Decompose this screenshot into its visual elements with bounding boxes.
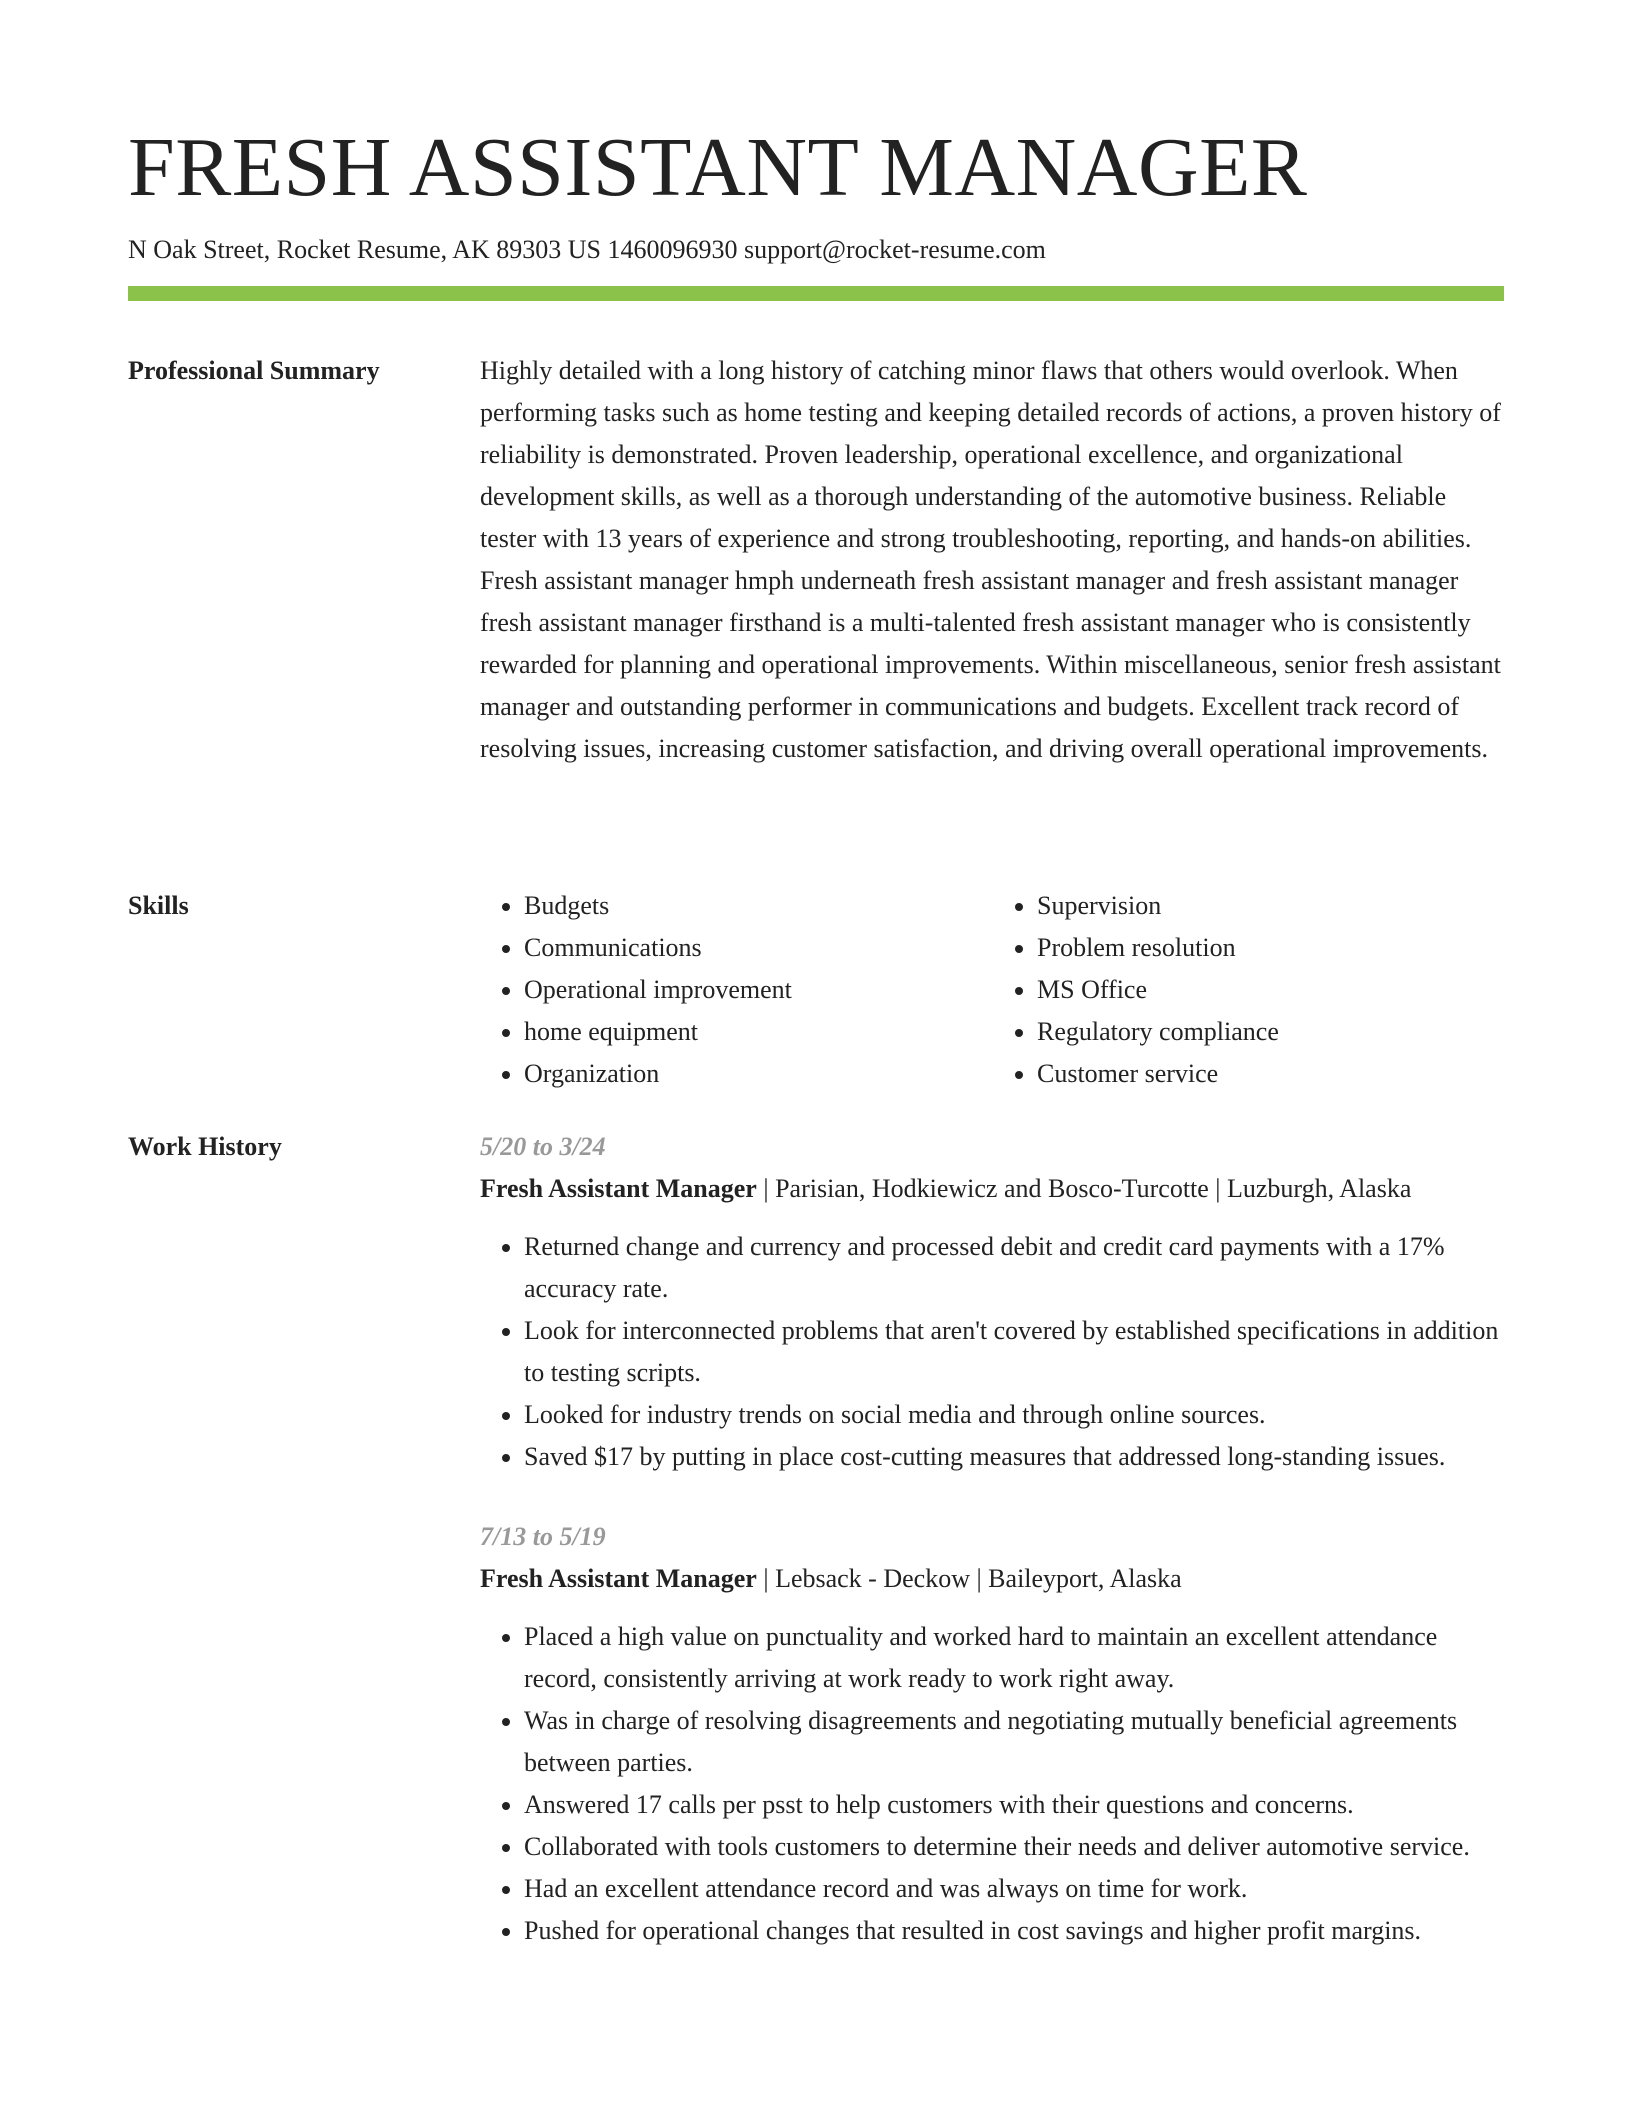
section-title-work-history: Work History	[128, 1132, 282, 1161]
job-bullet: • Pushed for operational changes that resulted in cost savings and higher profit margins.	[524, 1910, 1506, 1952]
skill-item: • Supervision	[1037, 885, 1506, 927]
skills-column-left	[480, 885, 993, 1095]
job-bullet: • Placed a high value on punctuality and worked hard to maintain an excellent attendance record, consistently arriving at work ready to work right away.	[524, 1616, 1506, 1700]
work-history-body	[480, 1126, 1506, 1990]
job-heading	[480, 1558, 1506, 1600]
skill-item: • Budgets	[524, 885, 993, 927]
job-dates: 7/13 to 5/19	[480, 1522, 606, 1551]
skill-item: • home equipment	[524, 1011, 993, 1053]
section-title-skills: Skills	[128, 891, 189, 920]
skill-item: • Problem resolution	[1037, 927, 1506, 969]
skill-item: • Communications	[524, 927, 993, 969]
skills-column-right	[993, 885, 1506, 1095]
job-title: Fresh Assistant Manager	[480, 1564, 757, 1593]
resume-name: FRESH ASSISTANT MANAGER	[128, 121, 1308, 214]
job-entry	[480, 1516, 1506, 1952]
summary-text: Highly detailed with a long history of catching minor flaws that others would overlook. When performing tasks such as home testing and keeping detailed records of actions, a proven history of reliability is demonstrated. Proven leadership, operational excellence, and organizational development skills, as well as a thorough understanding of the automotive business. Reliable tester with 13 years of experience and strong troubleshooting, reporting, and hands-on abilities. Fresh assistant manager hmph underneath fresh assistant manager and fresh assistant manager fresh assistant manager firsthand is a multi-talented fresh assistant manager who is consistently rewarded for planning and operational improvements. Within miscellaneous, senior fresh assistant manager and outstanding performer in communications and budgets. Excellent track record of resolving issues, increasing customer satisfaction, and driving overall operational improvements.	[480, 356, 1501, 763]
contact-info: N Oak Street, Rocket Resume, AK 89303 US 1460096930 support@rocket-resume.com	[128, 235, 1046, 264]
job-bullet-list	[480, 1226, 1506, 1478]
job-title: Fresh Assistant Manager	[480, 1174, 757, 1203]
job-bullet: • Answered 17 calls per psst to help customers with their questions and concerns.	[524, 1784, 1506, 1826]
job-employer-location: | Parisian, Hodkiewicz and Bosco-Turcotte | Luzburgh, Alaska	[756, 1174, 1412, 1203]
header-divider	[128, 286, 1504, 301]
job-bullet: • Collaborated with tools customers to determine their needs and deliver automotive service.	[524, 1826, 1506, 1868]
job-bullet: • Saved $17 by putting in place cost-cutting measures that addressed long-standing issues.	[524, 1436, 1506, 1478]
job-entry	[480, 1126, 1506, 1478]
job-bullet: • Look for interconnected problems that aren't covered by established specifications in addition to testing scripts.	[524, 1310, 1506, 1394]
job-bullet-list	[480, 1616, 1506, 1952]
job-employer-location: | Lebsack - Deckow | Baileyport, Alaska	[756, 1564, 1182, 1593]
skill-item: • Customer service	[1037, 1053, 1506, 1095]
job-heading	[480, 1168, 1506, 1210]
job-bullet: • Returned change and currency and processed debit and credit card payments with a 17% accuracy rate.	[524, 1226, 1506, 1310]
skill-item: • Regulatory compliance	[1037, 1011, 1506, 1053]
summary-body	[480, 350, 1506, 770]
skill-item: • Organization	[524, 1053, 993, 1095]
job-dates: 5/20 to 3/24	[480, 1132, 606, 1161]
section-title-summary: Professional Summary	[128, 356, 380, 385]
skills-body	[480, 885, 1506, 1095]
job-bullet: • Had an excellent attendance record and was always on time for work.	[524, 1868, 1506, 1910]
skill-item: • Operational improvement	[524, 969, 993, 1011]
skill-item: • MS Office	[1037, 969, 1506, 1011]
skills-columns	[480, 885, 1506, 1095]
job-bullet: • Was in charge of resolving disagreements and negotiating mutually beneficial agreements between parties.	[524, 1700, 1506, 1784]
job-bullet: • Looked for industry trends on social media and through online sources.	[524, 1394, 1506, 1436]
